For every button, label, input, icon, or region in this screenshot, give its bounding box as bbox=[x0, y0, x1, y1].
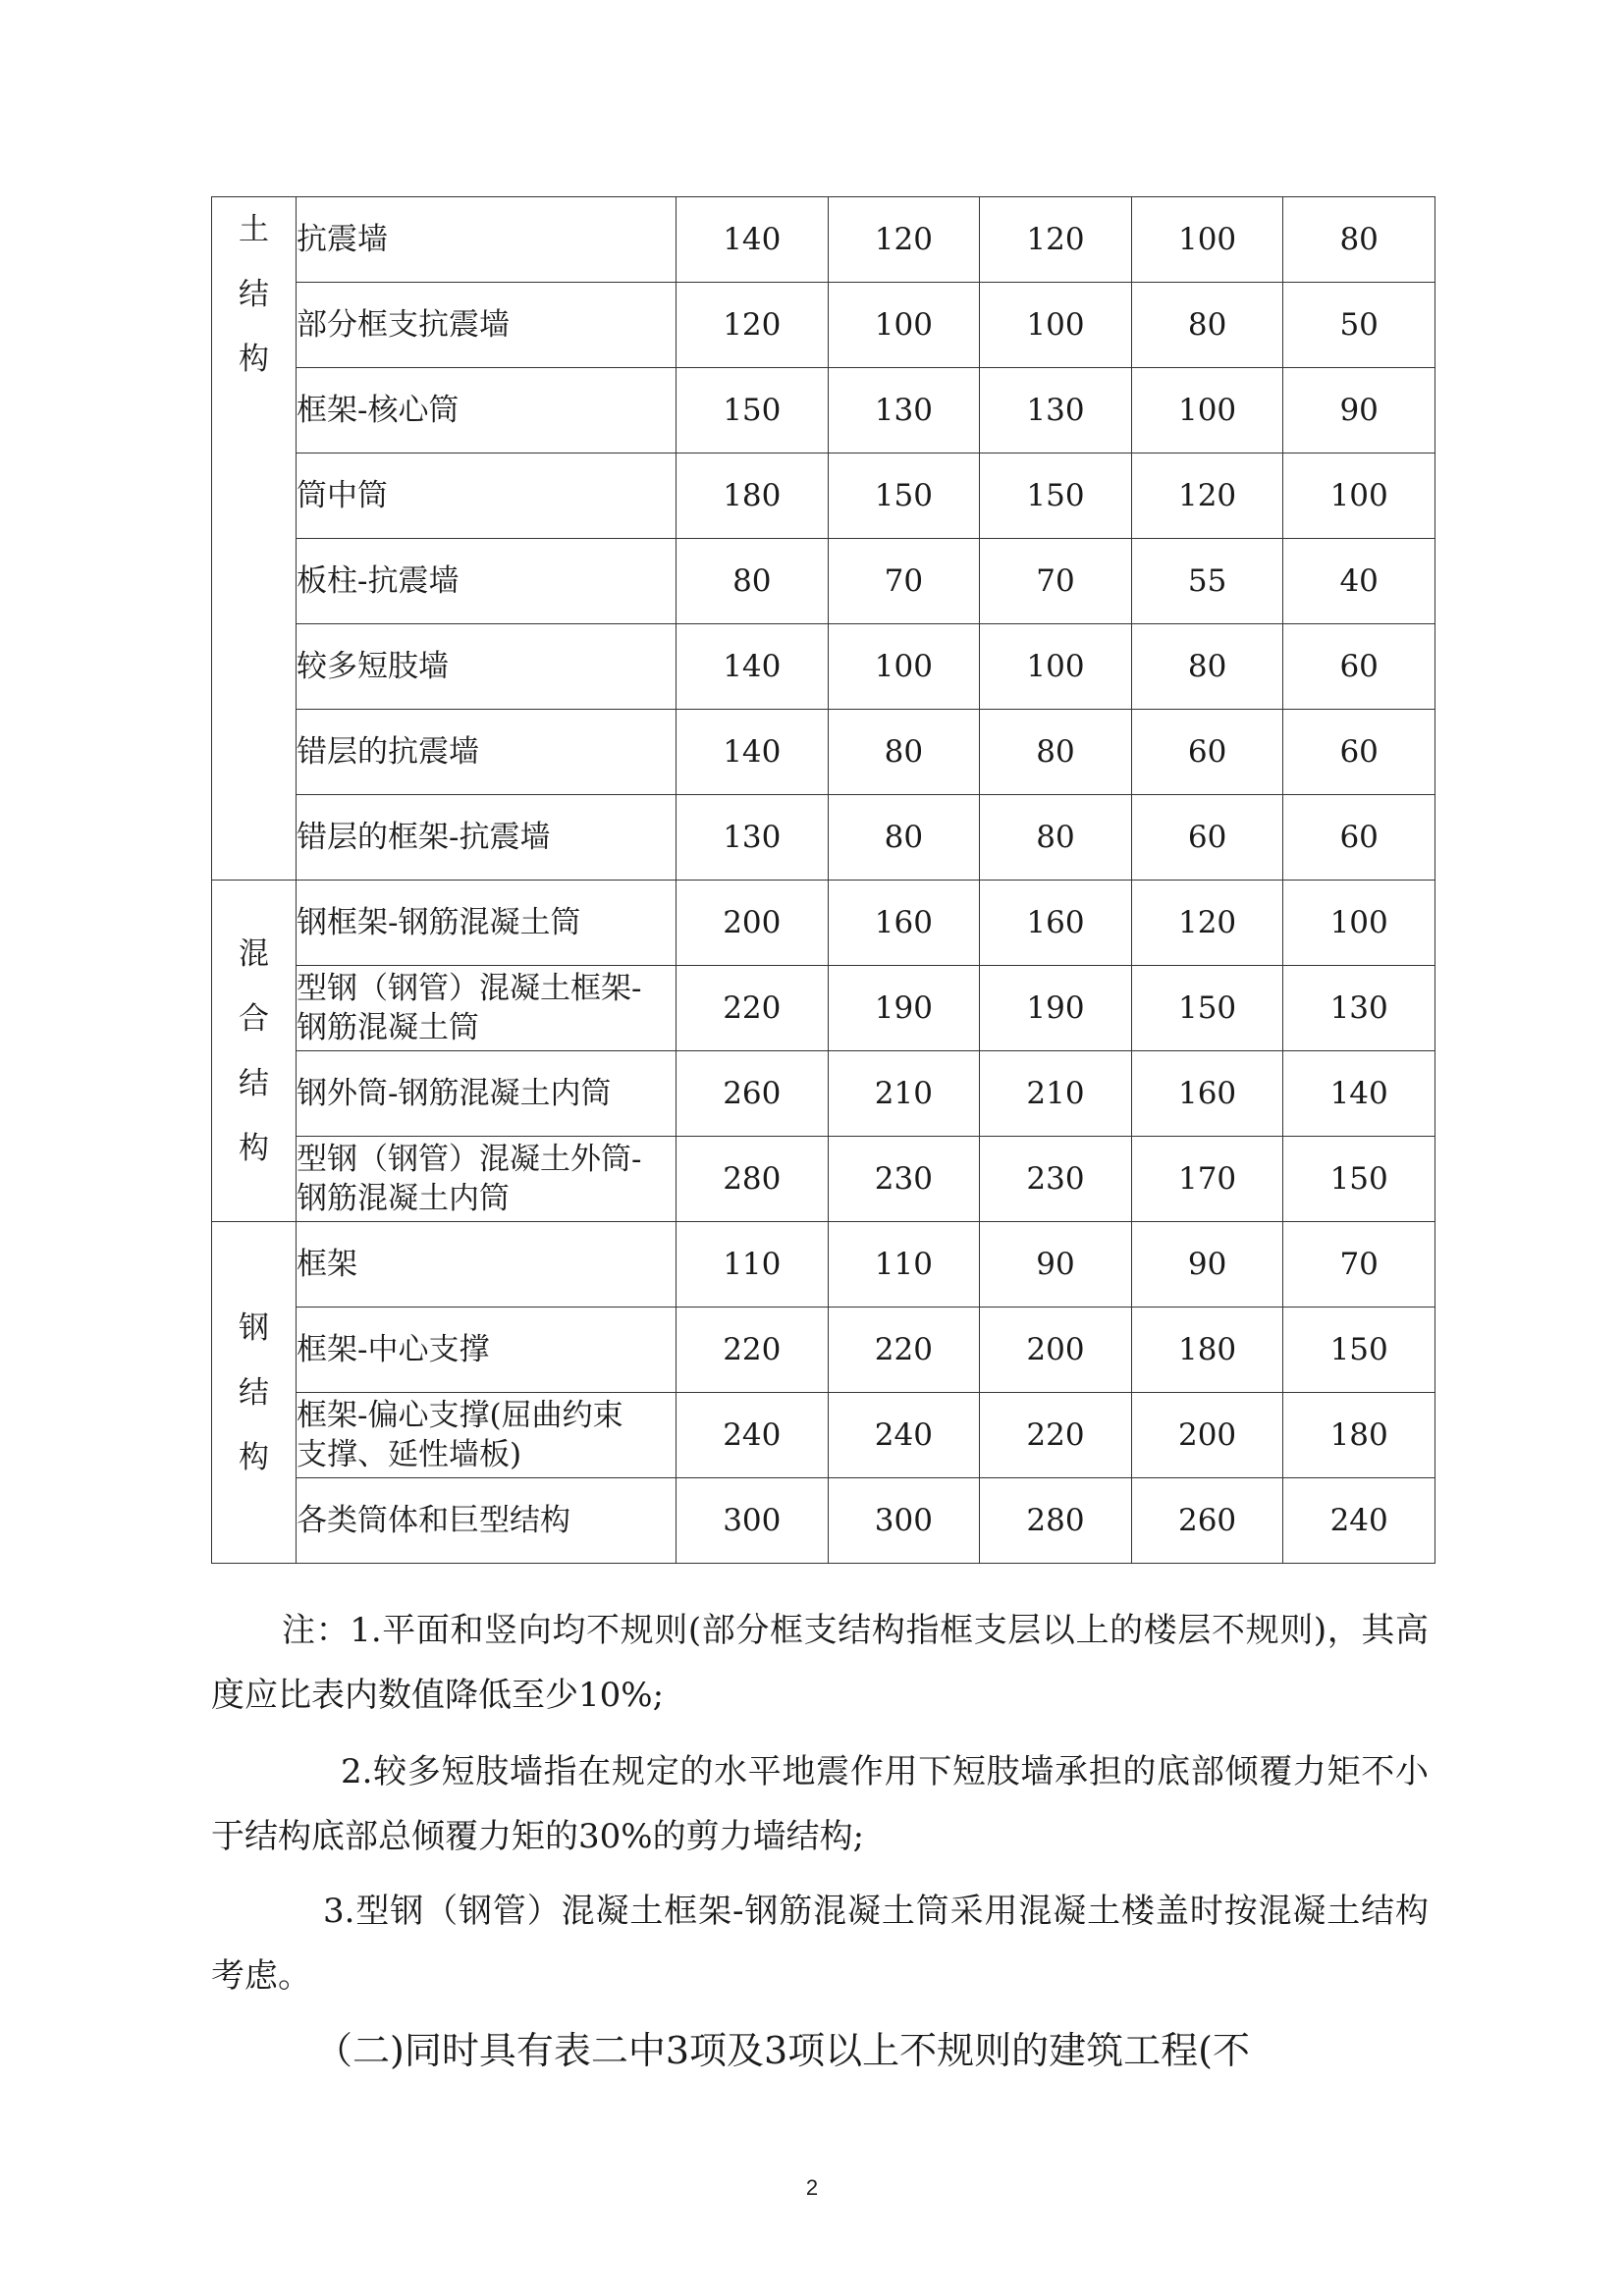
height-value-cell: 60 bbox=[1131, 710, 1283, 795]
note-1 bbox=[211, 1598, 1429, 1728]
structure-type-cell bbox=[297, 283, 677, 368]
structure-type-cell bbox=[297, 1222, 677, 1308]
group-label-cell bbox=[212, 881, 297, 1222]
structure-type-cell bbox=[297, 1308, 677, 1393]
height-value-cell: 170 bbox=[1131, 1137, 1283, 1222]
height-value-cell: 300 bbox=[828, 1478, 980, 1564]
height-value-cell: 180 bbox=[677, 454, 829, 539]
height-value-cell: 70 bbox=[828, 539, 980, 624]
structure-type-line-2: 钢筋混凝土筒 bbox=[297, 1010, 479, 1045]
table-row bbox=[212, 1222, 1435, 1308]
height-value-cell: 210 bbox=[980, 1051, 1132, 1137]
note-3-text: 3.型钢（钢管）混凝土框架-钢筋混凝土筒采用混凝土楼盖时按混凝土结构考虑。 bbox=[211, 1892, 1429, 1996]
height-value-cell: 230 bbox=[980, 1137, 1132, 1222]
height-value-cell: 160 bbox=[828, 881, 980, 966]
height-value-cell: 90 bbox=[1131, 1222, 1283, 1308]
height-value-cell: 150 bbox=[1283, 1308, 1435, 1393]
height-value-cell: 240 bbox=[828, 1393, 980, 1478]
height-limit-table bbox=[211, 196, 1435, 1564]
structure-type-cell bbox=[297, 454, 677, 539]
height-value-cell: 300 bbox=[677, 1478, 829, 1564]
structure-type-line-1: 型钢（钢管）混凝土外筒- bbox=[297, 1142, 642, 1177]
body-paragraph-text: （二)同时具有表二中3项及3项以上不规则的建筑工程(不 bbox=[315, 2029, 1251, 2072]
height-value-cell: 60 bbox=[1131, 795, 1283, 881]
height-value-cell: 80 bbox=[828, 795, 980, 881]
height-value-cell: 150 bbox=[677, 368, 829, 454]
table-row bbox=[212, 539, 1435, 624]
structure-type-line-1: 框架-偏心支撑(屈曲约束 bbox=[297, 1398, 623, 1433]
height-value-cell: 110 bbox=[677, 1222, 829, 1308]
structure-type-label: 钢框架-钢筋混凝土筒 bbox=[297, 905, 581, 940]
height-value-cell: 220 bbox=[677, 966, 829, 1051]
height-value-cell: 150 bbox=[980, 454, 1132, 539]
note-2 bbox=[211, 1739, 1429, 1869]
height-value-cell: 150 bbox=[1131, 966, 1283, 1051]
height-value-cell: 80 bbox=[980, 795, 1132, 881]
height-value-cell: 150 bbox=[1283, 1137, 1435, 1222]
structure-type-label: 板柱-抗震墙 bbox=[297, 563, 460, 599]
height-value-cell: 120 bbox=[1131, 881, 1283, 966]
height-value-cell: 70 bbox=[980, 539, 1132, 624]
height-value-cell: 60 bbox=[1283, 710, 1435, 795]
table-row bbox=[212, 966, 1435, 1051]
height-value-cell: 140 bbox=[1283, 1051, 1435, 1137]
structure-type-label: 错层的框架-抗震墙 bbox=[297, 820, 551, 855]
height-value-cell: 60 bbox=[1283, 795, 1435, 881]
height-value-cell: 220 bbox=[828, 1308, 980, 1393]
height-value-cell: 190 bbox=[828, 966, 980, 1051]
group-label: 钢结构 bbox=[239, 1309, 269, 1475]
table-row bbox=[212, 1051, 1435, 1137]
note-1-text: 注：1.平面和竖向均不规则(部分框支结构指框支层以上的楼层不规则)，其高度应比表内数值降低至少10%; bbox=[211, 1611, 1429, 1715]
structure-type-line-1: 型钢（钢管）混凝土框架- bbox=[297, 971, 642, 1006]
height-value-cell: 280 bbox=[677, 1137, 829, 1222]
body-paragraph bbox=[211, 2018, 1429, 2083]
height-value-cell: 50 bbox=[1283, 283, 1435, 368]
note-3 bbox=[211, 1879, 1429, 2008]
structure-type-label: 抗震墙 bbox=[297, 222, 388, 257]
page-number: 2 bbox=[805, 2175, 819, 2200]
structure-type-cell bbox=[297, 197, 677, 283]
height-value-cell: 90 bbox=[980, 1222, 1132, 1308]
structure-type-label: 框架-中心支撑 bbox=[297, 1332, 490, 1367]
height-value-cell: 240 bbox=[1283, 1478, 1435, 1564]
height-value-cell: 140 bbox=[677, 197, 829, 283]
structure-type-cell bbox=[297, 881, 677, 966]
height-value-cell: 100 bbox=[828, 283, 980, 368]
structure-type-cell bbox=[297, 1393, 677, 1478]
table-row bbox=[212, 1478, 1435, 1564]
height-value-cell: 200 bbox=[677, 881, 829, 966]
height-value-cell: 100 bbox=[980, 283, 1132, 368]
height-value-cell: 160 bbox=[980, 881, 1132, 966]
height-value-cell: 80 bbox=[1131, 624, 1283, 710]
table-row bbox=[212, 795, 1435, 881]
note-2-text: 2.较多短肢墙指在规定的水平地震作用下短肢墙承担的底部倾覆力矩不小于结构底部总倾覆力矩的30%的剪力墙结构; bbox=[211, 1752, 1429, 1856]
structure-type-cell bbox=[297, 624, 677, 710]
height-value-cell: 80 bbox=[677, 539, 829, 624]
structure-type-label: 钢外筒-钢筋混凝土内筒 bbox=[297, 1076, 612, 1111]
group-label: 混合结构 bbox=[239, 935, 269, 1166]
height-value-cell: 210 bbox=[828, 1051, 980, 1137]
height-value-cell: 80 bbox=[1131, 283, 1283, 368]
table-row bbox=[212, 283, 1435, 368]
structure-type-label: 各类筒体和巨型结构 bbox=[297, 1503, 570, 1538]
height-value-cell: 130 bbox=[980, 368, 1132, 454]
height-value-cell: 80 bbox=[980, 710, 1132, 795]
height-value-cell: 180 bbox=[1131, 1308, 1283, 1393]
height-value-cell: 120 bbox=[1131, 454, 1283, 539]
table-row bbox=[212, 1308, 1435, 1393]
structure-type-label: 较多短肢墙 bbox=[297, 649, 449, 684]
structure-type-cell bbox=[297, 368, 677, 454]
height-value-cell: 220 bbox=[980, 1393, 1132, 1478]
height-value-cell: 260 bbox=[677, 1051, 829, 1137]
height-value-cell: 120 bbox=[980, 197, 1132, 283]
height-value-cell: 100 bbox=[1131, 368, 1283, 454]
height-value-cell: 180 bbox=[1283, 1393, 1435, 1478]
height-value-cell: 190 bbox=[980, 966, 1132, 1051]
structure-type-label: 筒中筒 bbox=[297, 478, 388, 513]
table-body bbox=[212, 197, 1435, 1564]
height-value-cell: 150 bbox=[828, 454, 980, 539]
structure-type-label: 错层的抗震墙 bbox=[297, 734, 479, 770]
table-row bbox=[212, 368, 1435, 454]
structure-type-cell bbox=[297, 1137, 677, 1222]
height-value-cell: 60 bbox=[1283, 624, 1435, 710]
height-value-cell: 55 bbox=[1131, 539, 1283, 624]
height-value-cell: 90 bbox=[1283, 368, 1435, 454]
height-value-cell: 100 bbox=[980, 624, 1132, 710]
height-value-cell: 200 bbox=[1131, 1393, 1283, 1478]
height-value-cell: 100 bbox=[1131, 197, 1283, 283]
structure-type-cell bbox=[297, 1478, 677, 1564]
height-value-cell: 130 bbox=[677, 795, 829, 881]
structure-type-line-2: 支撑、延性墙板) bbox=[297, 1437, 522, 1472]
table-row bbox=[212, 624, 1435, 710]
height-value-cell: 240 bbox=[677, 1393, 829, 1478]
height-value-cell: 100 bbox=[1283, 454, 1435, 539]
height-value-cell: 80 bbox=[1283, 197, 1435, 283]
height-value-cell: 120 bbox=[677, 283, 829, 368]
structure-type-label: 框架-核心筒 bbox=[297, 393, 460, 428]
height-value-cell: 40 bbox=[1283, 539, 1435, 624]
height-value-cell: 120 bbox=[828, 197, 980, 283]
structure-type-cell bbox=[297, 710, 677, 795]
structure-type-cell bbox=[297, 1051, 677, 1137]
height-value-cell: 130 bbox=[1283, 966, 1435, 1051]
height-value-cell: 70 bbox=[1283, 1222, 1435, 1308]
height-value-cell: 100 bbox=[1283, 881, 1435, 966]
height-value-cell: 200 bbox=[980, 1308, 1132, 1393]
height-value-cell: 280 bbox=[980, 1478, 1132, 1564]
table-row bbox=[212, 1137, 1435, 1222]
table-row bbox=[212, 881, 1435, 966]
height-value-cell: 260 bbox=[1131, 1478, 1283, 1564]
height-value-cell: 230 bbox=[828, 1137, 980, 1222]
structure-type-line-2: 钢筋混凝土内筒 bbox=[297, 1181, 510, 1216]
group-label-cell bbox=[212, 197, 297, 881]
group-label-cell bbox=[212, 1222, 297, 1564]
height-value-cell: 110 bbox=[828, 1222, 980, 1308]
height-value-cell: 130 bbox=[828, 368, 980, 454]
table-row bbox=[212, 454, 1435, 539]
height-value-cell: 100 bbox=[828, 624, 980, 710]
structure-type-cell bbox=[297, 539, 677, 624]
structure-type-label: 框架 bbox=[297, 1247, 357, 1282]
height-value-cell: 160 bbox=[1131, 1051, 1283, 1137]
structure-type-cell bbox=[297, 795, 677, 881]
table-row bbox=[212, 197, 1435, 283]
table-row bbox=[212, 1393, 1435, 1478]
structure-type-label: 部分框支抗震墙 bbox=[297, 307, 510, 343]
height-value-cell: 140 bbox=[677, 624, 829, 710]
height-value-cell: 80 bbox=[828, 710, 980, 795]
height-value-cell: 220 bbox=[677, 1308, 829, 1393]
structure-type-cell bbox=[297, 966, 677, 1051]
group-label: 土结构 bbox=[239, 212, 269, 377]
height-value-cell: 140 bbox=[677, 710, 829, 795]
table-row bbox=[212, 710, 1435, 795]
